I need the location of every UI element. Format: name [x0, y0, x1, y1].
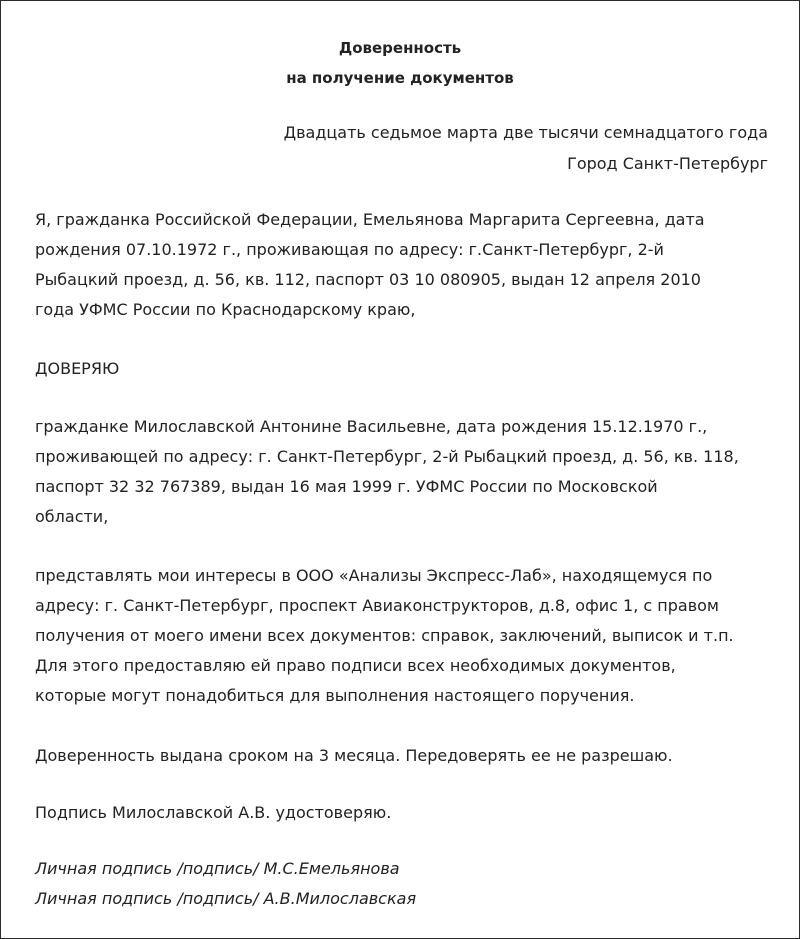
paragraph-line: гражданке Милославской Антонине Васильевне, дата рождения 15.12.1970 г., [35, 417, 708, 436]
date-line: Двадцать седьмое марта две тысячи семнадцатого года [283, 123, 768, 142]
paragraph-line: Для этого предоставляю ей право подписи всех необходимых документов, [35, 656, 676, 675]
paragraph-line: года УФМС России по Краснодарскому краю, [35, 300, 416, 319]
signature-line-agent: Личная подпись /подпись/ А.В.Милославская [35, 889, 417, 908]
document-subtitle: на получение документов [286, 69, 514, 87]
paragraph-line: Я, гражданка Российской Федерации, Емельянова Маргарита Сергеевна, дата [35, 210, 705, 229]
powers-paragraph [35, 561, 775, 711]
paragraph-line: представлять мои интересы в ООО «Анализы Экспресс-Лаб», находящемуся по [35, 566, 713, 585]
paragraph-line: которые могут понадобиться для выполнения настоящего поручения. [35, 686, 635, 705]
signature-line-principal: Личная подпись /подпись/ М.С.Емельянова [35, 859, 400, 878]
paragraph-line: получения от моего имени всех документов: справок, заключений, выписок и т.п. [35, 626, 734, 645]
trust-word: ДОВЕРЯЮ [35, 359, 120, 378]
principal-paragraph [35, 205, 775, 325]
paragraph-line: области, [35, 507, 109, 526]
paragraph-line: рождения 07.10.1972 г., проживающая по адресу: г.Санкт-Петербург, 2-й [35, 240, 664, 259]
paragraph-line: Рыбацкий проезд, д. 56, кв. 112, паспорт 03 10 080905, выдан 12 апреля 2010 [35, 270, 701, 289]
paragraph-line: адресу: г. Санкт-Петербург, проспект Авиаконструкторов, д.8, офис 1, с правом [35, 596, 719, 615]
city-line: Город Санкт-Петербург [567, 154, 768, 173]
certify-line: Подпись Милославской А.В. удостоверяю. [35, 803, 392, 822]
paragraph-line: паспорт 32 32 767389, выдан 16 мая 1999 г. УФМС России по Московской [35, 477, 658, 496]
agent-paragraph [35, 412, 775, 532]
document-title: Доверенность [338, 39, 462, 57]
term-line: Доверенность выдана сроком на 3 месяца. Передоверять ее не разрешаю. [35, 746, 673, 765]
paragraph-line: проживающей по адресу: г. Санкт-Петербург, 2-й Рыбацкий проезд, д. 56, кв. 118, [35, 447, 739, 466]
